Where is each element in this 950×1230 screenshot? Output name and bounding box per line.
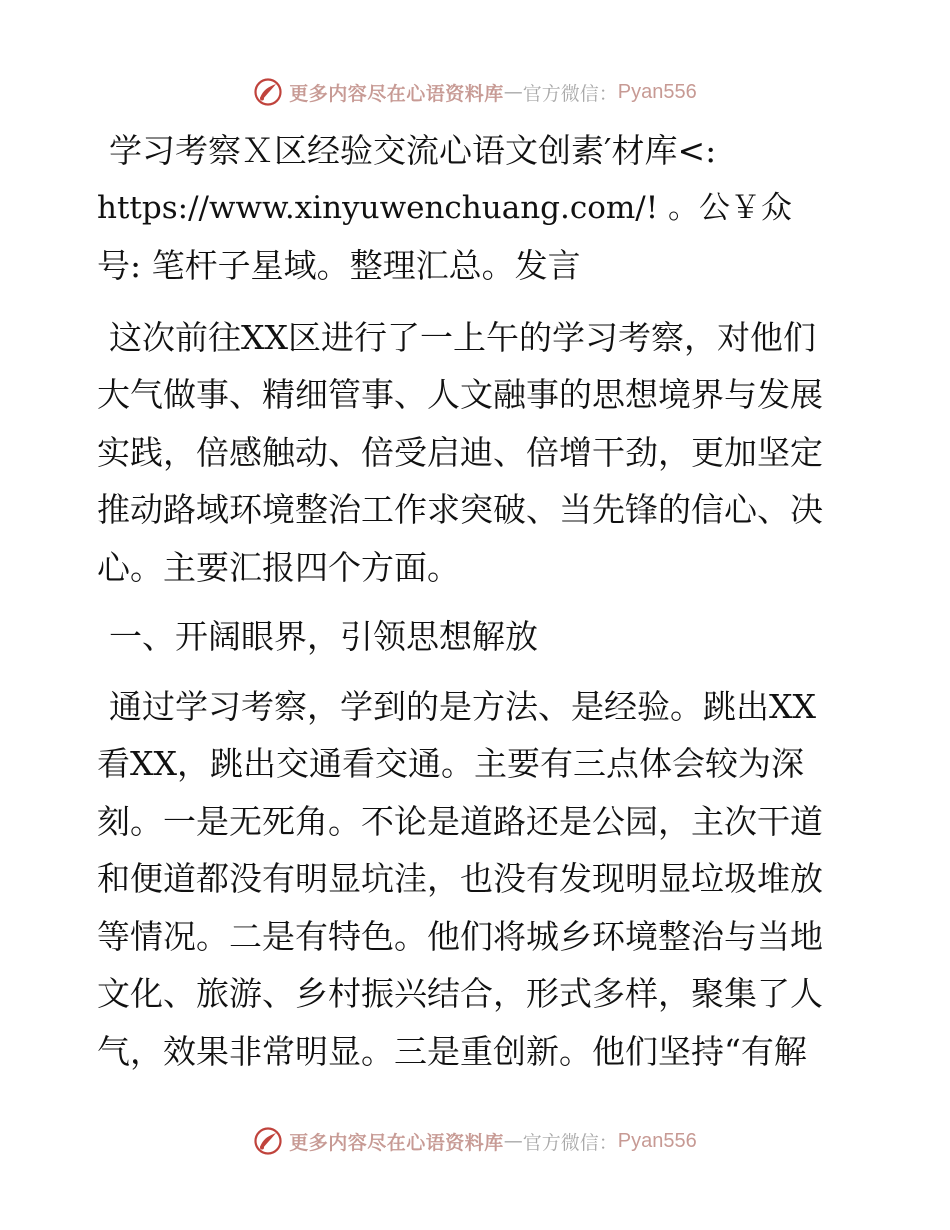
- footer-watermark-banner: [0, 1121, 950, 1161]
- document-body: [97, 122, 857, 1092]
- title-line: https://www.xinyuwenchuang.com/! 。公￥众: [97, 189, 793, 226]
- title-line: 学习考察Ｘ区经验交流心语文创素′材库<:: [109, 131, 717, 170]
- banner-main-text: 更多内容尽在心语资料库: [289, 1131, 504, 1154]
- paragraph-line: 实践，倍感触动、倍受启迪、倍增干劲，更加坚定: [97, 432, 823, 472]
- paragraph-line: 大气做事、精细管事、人文融事的思想境界与发展: [97, 375, 823, 414]
- paragraph-line: 文化、旅游、乡村振兴结合，形式多样，聚集了人: [97, 974, 823, 1013]
- paragraph-line: 等情况。二是有特色。他们将城乡环境整治与当地: [97, 916, 823, 956]
- banner-main-text: 更多内容尽在心语资料库: [289, 82, 504, 105]
- banner-wechat-label: 官方微信：: [522, 82, 618, 105]
- paragraph-line: 刻。一是无死角。不论是道路还是公园，主次干道: [97, 801, 823, 841]
- paragraph-line: 这次前往XX区进行了一上午的学习考察，对他们: [109, 317, 816, 357]
- brush-logo-icon: [253, 77, 283, 107]
- body-paragraph: [97, 678, 857, 1081]
- banner-separator: —: [503, 81, 523, 103]
- document-title-block: [97, 122, 857, 295]
- title-line: 号: 笔杆子星域。整理汇总。发言: [97, 246, 581, 285]
- paragraph-line: 通过学习考察，学到的是方法、是经验。跳出XX: [109, 686, 816, 726]
- banner-wechat-label: 官方微信：: [522, 1131, 618, 1154]
- brush-logo-icon: [253, 1126, 283, 1156]
- banner-wechat-id: Pyan556: [617, 80, 697, 103]
- paragraph-line: 心。主要汇报四个方面。: [97, 547, 460, 587]
- section-heading-block: [97, 608, 857, 666]
- section-heading: 一、开阔眼界，引领思想解放: [109, 617, 538, 656]
- paragraph-line: 推动路域环境整治工作求突破、当先锋的信心、决: [97, 490, 823, 529]
- banner-wechat-id: Pyan556: [617, 1129, 697, 1152]
- banner-separator: —: [503, 1130, 523, 1152]
- paragraph-line: 看XX，跳出交通看交通。主要有三点体会较为深: [97, 744, 804, 783]
- intro-paragraph: [97, 309, 857, 597]
- header-watermark-banner: [0, 72, 950, 112]
- paragraph-line: 气，效果非常明显。三是重创新。他们坚持“有解: [97, 1031, 807, 1071]
- paragraph-line: 和便道都没有明显坑洼，也没有发现明显垃圾堆放: [97, 859, 823, 898]
